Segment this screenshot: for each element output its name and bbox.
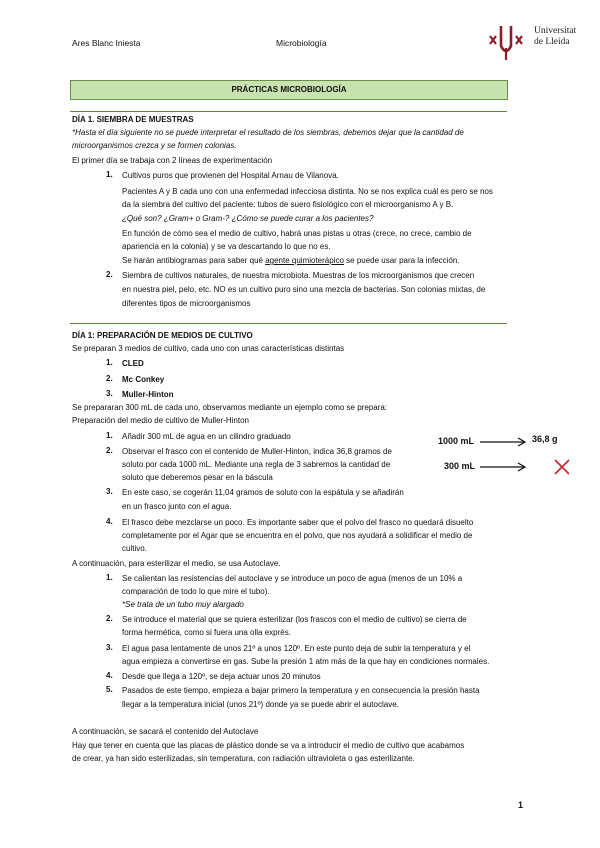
autoclave-step-number: 4.: [106, 671, 113, 680]
media-name: Mc Conkey: [122, 375, 165, 384]
step-number: 3.: [106, 487, 113, 496]
annot-1000ml: 1000 mL: [438, 436, 475, 446]
auto4-line1: Desde que llega a 120º, se deja actuar unos 20 minutos: [122, 672, 321, 681]
step3-line1: En este caso, se cogerán 11,04 gramos de soluto con la espátula y se añadirán: [122, 488, 404, 497]
item1-line1: Cultivos puros que provienen del Hospital Arnau de Vilanova.: [122, 171, 339, 180]
section2-intro: Se preparan 3 medios de cultivo, cada uno con unas características distintas: [72, 344, 345, 353]
university-seal-icon: [484, 22, 532, 62]
item-number: 2.: [106, 270, 113, 279]
page-number: 1: [518, 800, 524, 810]
step2-line1: Observar el frasco con el contenido de Muller-Hinton, indica 36,8 gramos de: [122, 447, 392, 456]
media-number: 2.: [106, 374, 113, 383]
auto5-line2: llegar a la temperatura inicial (unos 21º) donde ya se puede abrir el autoclave.: [122, 700, 399, 709]
section1-note-line1: *Hasta el día siguiente no se puede interpretar el resultado de los siembras, debemos dejar que la cantidad de: [72, 128, 464, 137]
section1-heading: DÍA 1. SIEMBRA DE MUESTRAS: [72, 115, 194, 124]
section-divider: [70, 111, 507, 112]
auto2-line2: forma hermética, como si fuera una olla exprés.: [122, 628, 291, 637]
step1-line1: Añadir 300 mL de agua en un cilindro graduado: [122, 432, 291, 441]
section2-p4: A continuación, se sacará el contenido del Autoclave: [72, 727, 259, 736]
step4-line2: completamente por el Agar que se encuentra en el polvo, que nos ayudará a solidificar el medio de: [122, 531, 473, 540]
item2-line2: en nuestra piel, pelo, etc. NO es un cultivo puro sino una mezcla de bacterias. Son colonias mixtas, de: [122, 285, 486, 294]
arrow-right-icon: [478, 436, 530, 448]
auto2-line1: Se introduce el material que se quiera esterilizar (los frascos con el medio de cultivo) se cierra de: [122, 615, 467, 624]
header-subject: Microbiología: [276, 38, 327, 48]
item1-line5: apariencia en la colonia) y se va descartando lo que no es.: [122, 242, 331, 251]
section1-intro: El primer día se trabaja con 2 líneas de experimentación: [72, 156, 273, 165]
item1-line3: da la siembra del cultivo del paciente: tubos de suero fisiológico con el microorganismo A y B.: [122, 200, 454, 209]
auto1-line1: Se calientan las resistencias del autoclave y se introduce un poco de agua (menos de un 10% a: [122, 574, 463, 583]
section2-p2: Preparación del medio de cultivo de Muller-Hinton: [72, 416, 249, 425]
item-number: 1.: [106, 170, 113, 179]
step-number: 2.: [106, 446, 113, 455]
section2-heading: DÍA 1: PREPARACIÓN DE MEDIOS DE CULTIVO: [72, 331, 253, 340]
media-name: Muller-Hinton: [122, 390, 174, 399]
step3-line2: en un frasco junto con el agua.: [122, 502, 232, 511]
step-number: 4.: [106, 517, 113, 526]
auto5-line1: Pasados de este tiempo, empieza a bajar primero la temperatura y en consecuencia la presión hasta: [122, 686, 480, 695]
annot-300ml: 300 mL: [444, 461, 476, 471]
autoclave-step-number: 3.: [106, 643, 113, 652]
logo-text-line2: de Lleida: [534, 37, 570, 47]
step4-line3: cultivo.: [122, 544, 147, 553]
item1-antibiogram: Se harán antibiogramas para saber qué agente quimioterápico se puede usar para la infección.: [122, 256, 460, 265]
item2-line1: Siembra de cultivos naturales, de nuestra microbiota. Muestras de los microorganismos que crecen: [122, 271, 475, 280]
auto1-note: *Se trata de un tubo muy alargado: [122, 600, 244, 609]
logo-text-line1: Universitat: [534, 26, 577, 36]
university-logo: [484, 22, 584, 62]
media-number: 3.: [106, 389, 113, 398]
section2-p5-line2: de crear, ya han sido esterilizadas, sin temperatura, con radiación ultravioleta o gas esterilizante.: [72, 754, 415, 763]
section-divider: [70, 323, 507, 324]
autoclave-step-number: 2.: [106, 614, 113, 623]
item2-line3: diferentes tipos de microorganismos: [122, 299, 251, 308]
section2-p1: Se prepararan 300 mL de cada uno, observamos mediante un ejemplo como se prepara:: [72, 403, 388, 412]
document-title: PRÁCTICAS MICROBIOLOGÍA: [70, 80, 508, 100]
step2-line3: soluto que deberemos pesar en la báscula: [122, 473, 273, 482]
item1-line4: En función de cómo sea el medio de cultivo, habrá unas pistas u otras (crece, no crece, cambio de: [122, 229, 472, 238]
section2-p5-line1: Hay que tener en cuenta que las placas de plástico donde se va a introducir el medio de cultivo que acabamos: [72, 741, 465, 750]
arrow-right-icon: [478, 461, 530, 473]
media-number: 1.: [106, 358, 113, 367]
header-author: Ares Blanc Iniesta: [72, 38, 141, 48]
step4-line1: El frasco debe mezclarse un poco. Es importante saber que el polvo del frasco no quedará disuelto: [122, 518, 474, 527]
item1-line2: Pacientes A y B cada uno con una enfermedad infecciosa distinta. No se nos explica cuál es pero se nos: [122, 187, 493, 196]
auto1-line2: comparación de todo lo que mire el tubo).: [122, 587, 270, 596]
item1-question: ¿Qué son? ¿Gram+ o Gram-? ¿Cómo se puede curar a los pacientes?: [122, 214, 374, 223]
agente-quimioterapico-link: agente quimioterápico: [265, 256, 344, 265]
section2-p3: A continuación, para esterilizar el medio, se usa Autoclave.: [72, 559, 281, 568]
annot-36-8g: 36,8 g: [532, 434, 558, 444]
section1-note-line2: microorganismos crezca y se formen colonias.: [72, 141, 237, 150]
step2-line2: soluto por cada 1000 mL. Mediante una regla de 3 sabremos la cantidad de: [122, 460, 391, 469]
autoclave-step-number: 5.: [106, 685, 113, 694]
autoclave-step-number: 1.: [106, 573, 113, 582]
media-name: CLED: [122, 359, 144, 368]
auto3-line2: agua empieza a convertirse en gas. Sube la presión 1 atm más de la que hay en condiciones normales.: [122, 657, 490, 666]
red-cross-icon: [552, 457, 572, 477]
auto3-line1: El agua pasa lentamente de unos 21º a unos 120º. En este punto deja de subir la temperatura y el: [122, 644, 471, 653]
step-number: 1.: [106, 431, 113, 440]
